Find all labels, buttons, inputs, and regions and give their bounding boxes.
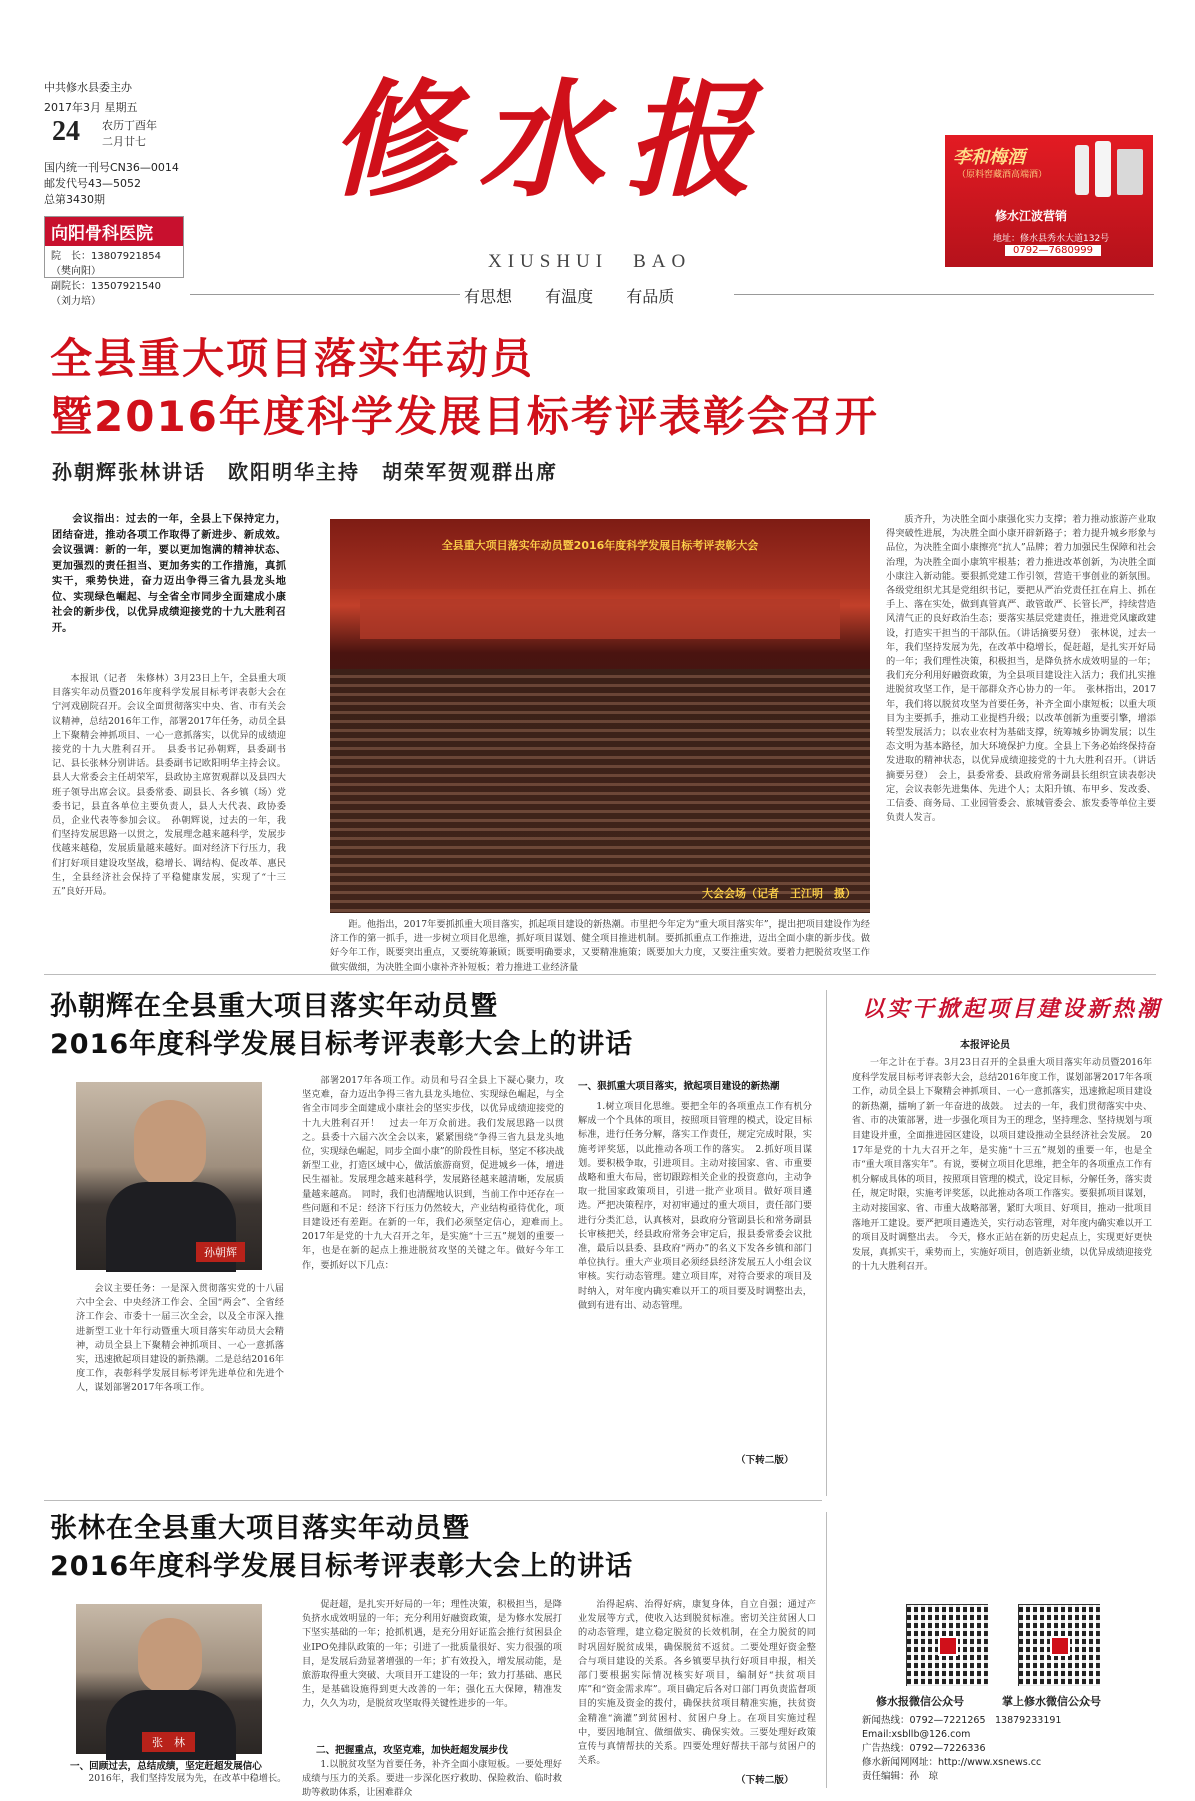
issn: 国内统一刊号CN36—0014 — [44, 161, 179, 174]
date-line: 2017年3月 星期五 — [44, 101, 138, 114]
website[interactable]: 修水新闻网网址：http://www.xsnews.cc — [862, 1757, 1042, 1768]
qr1-label: 修水报微信公众号 — [876, 1695, 964, 1708]
speech2-col2: 促赶超，是扎实开好局的一年；理性决策，积极担当，是降负挤水成效明显的一年；充分利用好融资政策，是为修水发展打下坚实基础的一年；抢抓机遇，是充分用好证监会推行贫困县企业IPO免排队政策的一年；引进了一批质量很好、实力很强的项目，是发展后劲显著增强的一年；扩有效投入，增发展动能，是旅游取得重大突破、大项目开工建设的一年；致力打基础、惠民生，是基础设施得到更大改善的一年；强化五大保障，精准发力，久久为功，是脱贫攻坚取得关键性进步的一年。 — [302, 1599, 562, 1710]
qr-logo-icon-2 — [1050, 1636, 1070, 1656]
postal-code: 邮发代号43—5052 — [44, 177, 141, 190]
nameplate: 孙朝辉 — [196, 1242, 245, 1262]
editor: 责任编辑：孙 琼 — [862, 1771, 939, 1782]
ad-sub: （原料窖藏酒高端酒） — [957, 170, 1048, 180]
ad-hotline: 广告热线：0792—7226336 — [862, 1743, 986, 1754]
speech2-headline-1: 张林在全县重大项目落实年动员暨 — [50, 1513, 470, 1544]
slogan-2: 有温度 — [545, 287, 594, 306]
speech2-continued: （下转二版） — [736, 1775, 794, 1786]
conference-photo — [330, 519, 870, 913]
lead-headline-2: 暨2016年度科学发展目标考评表彰会召开 — [50, 392, 879, 441]
qr2-label: 掌上修水微信公众号 — [1002, 1695, 1101, 1708]
lunar-date: 二月廿七 — [102, 135, 146, 148]
stage-backdrop — [330, 519, 870, 589]
qr-code-xiushuibao[interactable] — [906, 1604, 988, 1686]
bottle-icon — [1075, 145, 1089, 195]
qr-logo-icon — [938, 1636, 958, 1656]
face-shape-2 — [138, 1618, 202, 1694]
speech1-headline-1: 孙朝辉在全县重大项目落实年动员暨 — [50, 991, 498, 1022]
liquor-ad — [945, 135, 1153, 267]
sponsor: 中共修水县委主办 — [44, 81, 132, 94]
ad-brand: 李和梅酒 — [953, 147, 1025, 168]
speech2-section-head-2: 二、把握重点，攻坚克难，加快赶超发展步伐 — [316, 1745, 508, 1756]
speech1-continued: （下转二版） — [736, 1455, 794, 1466]
speaker-photo-sun — [76, 1082, 262, 1270]
qr-code-zhangshang[interactable] — [1018, 1604, 1100, 1686]
issue-number: 总第3430期 — [44, 193, 105, 206]
hospital-director: 院 长：13807921854（樊向阳） — [51, 251, 161, 277]
lunar-year: 农历丁酉年 — [102, 119, 157, 132]
lead-headline-1: 全县重大项目落实年动员 — [50, 334, 535, 383]
speaker-photo-zhang — [76, 1604, 262, 1754]
speech2-headline-2: 2016年度科学发展目标考评表彰大会上的讲话 — [50, 1551, 634, 1582]
speech2-col1: 2016年，我们坚持发展为先，在改革中稳增长。 — [88, 1773, 287, 1784]
section-divider-1 — [44, 974, 1156, 975]
ad-dealer: 修水江波营销 — [995, 209, 1068, 223]
masthead-logo: 修水报 — [330, 66, 774, 214]
lead-body-right: 质齐升，为决胜全面小康强化实力支撑；着力推动旅游产业取得突破性进展，为决胜全面小康开辟新路子；着力提升城乡形象与品位，为决胜全面小康擦亮“抗人”品牌；着力加强民生保障和社会治理，为决胜全面小康筑牢根基；着力推进改革创新，为决胜全面小康注入新动能。要狠抓党建工作引领，营造干事创业的新氛围。各级党组织尤其是党组织书记，要把从严治党责任扛在肩上、抓在手上、落在实处，做到真管真严、敢管敢严、长管长严，持续营造风清气正的良好政治生态；要落实基层党建责任，推进党风廉政建设，打造实干担当的干部队伍。（讲话摘要另登） 张林说，过去一年，我们坚持发展为先，在改革中稳增长，促赶超，是扎实开好局的一年；我们理性决策，积极担当，是降负挤水成效明显的一年；我们充分利用好融资政策，为全县项目建设注入活力；我们扎实推进脱贫攻坚工作，是干部群众齐心协力的一年。 张林指出，2017年，我们将以脱贫攻坚为首要任务，补齐全面小康短板；以重大项目为主要抓手，推动工业提档升级；以改革创新为重要引擎，增添转型发展活力；以农业农村为基础支撑，统筹城乡协调发展；以生态文明为基本路径，加大环境保护力度。全县上下务必始终保持奋发进取的精神状态，以优异成绩迎接党的十九大胜利召开。（讲话摘要另登） 会上，县委常委、县政府常务副县长组织宣读表彰决定，会议表彰先进集体、先进个人；太阳升镇、布甲乡、发改委、工信委、商务局、工业园管委会、旅城管委会、旅发委等单位主要负责人发言。 — [886, 514, 1156, 824]
bottle-icon-2 — [1095, 141, 1111, 197]
hospital-name: 向阳骨科医院 — [45, 217, 183, 246]
commentary-author: 本报评论员 — [960, 1040, 1010, 1051]
speech2-col2-tail: 1.以脱贫攻坚为首要任务，补齐全面小康短板。一要处理好成绩与压力的关系。要进一步深化医疗救助、保险救治、临时救助等救助体系，让困难群众 — [302, 1759, 562, 1799]
email[interactable]: Email:xsbllb@126.com — [862, 1729, 971, 1740]
hospital-ad — [44, 216, 184, 307]
lead-summary: 会议指出：过去的一年，全县上下保持定力，团结奋进，推动各项工作取得了新进步、新成效。会议强调：新的一年，要以更加饱满的精神状态、更加强烈的责任担当、更加务实的工作措施，真抓实干，乘势快进，奋力迈出争得三省九县龙头地位、实现绿色崛起、与全省全市同步全面建成小康社会的新步伐，以优异成绩迎接党的十九大胜利召开。 — [52, 513, 286, 634]
ad-phone: 0792—7680999 — [1005, 245, 1101, 256]
speech1-col1: 会议主要任务：一是深入贯彻落实党的十八届六中全会、中央经济工作会、全国“两会”、全省经济工作会、市委十一届三次全会，以及全市深入推进新型工业十年行动暨重大项目落实年动员大会精神，动员全县上下聚精会神抓项目、一心一意抓落实，迅速掀起项目建设的新热潮。二是总结2016年度工作，表彰科学发展目标考评先进单位和先进个人，谋划部署2017年各项工作。 — [76, 1283, 284, 1394]
news-hotline: 新闻热线：0792—7221265 13879233191 — [862, 1715, 1062, 1726]
speech1-col3: 1.树立项目化思维。要把全年的各项重点工作有机分解成一个个具体的项目，按照项目管理的模式，设定目标标准，进行任务分解，落实工作责任，规定完成时限，实施考评奖惩，以此推动各项工作的落实。 2.抓好项目谋划。要积极争取，引进项目。主动对接国家、省、市重要战略和重大布局，密切跟踪相关企业的投资意向，主动争取一批国家政策项目，引进一批产业项目。做好项目遴选。严把决策程序，对初审通过的重大项目，责任部门要进行分类汇总，认真核对，县政府分管副县长和常务副县长审核把关，经县政府常务会审定后，报县委常委会议批准，最后以县委、县政府“两办”的名义下发各乡镇和部门单位执行。重大产业项目必须经县经济发展五人小组会议审核。实行动态管理。建立项目库，对符合要求的项目及时纳入，对年度内确实难以开工的项目要及时调整出去，做到有进有出、动态管理。 — [578, 1101, 812, 1311]
commentary-divider — [826, 990, 827, 1496]
audience-seats — [330, 669, 870, 913]
speech1-col2: 部署2017年各项工作。动员和号召全县上下凝心聚力，攻坚克难，奋力迈出争得三省九县龙头地位、实现绿色崛起，与全省全市同步全面建成小康社会的坚实步伐，以优异成绩迎接党的十九大胜利召开！ 过去一年万众前进。我们发展思路一以贯之。县委十六届六次全会以来，紧紧围绕“争得三省九县龙头地位，实现绿色崛起，同步全面小康”的阶段性目标，坚定不移决战新型工业，打造区域中心，做活旅游商贸，促进城乡一体，增进民生福祉。发展理念越来越科学，发展路径越来越清晰，发展质量越来越高。 同时，我们也清醒地认识到，当前工作中还存在一些问题和不足：经济下行压力仍然较大，产业结构亟待优化，项目建设还有差距。在新的一年，我们必须坚定信心，迎难而上。 2017年是党的十九大召开之年，是实施“十三五”规划的重要一年，也是在新的起点上推进脱贫攻坚的关键之年。做好今年工作，要抓好以下几点： — [302, 1075, 574, 1271]
lead-body-left: 本报讯（记者 朱修林）3月23日上午，全县重大项目落实年动员暨2016年度科学发展目标考评表彰大会在宁河戏剧院召开。会议全面贯彻落实中央、省、市有关会议精神，总结2016年工作，部署2017年任务，动员全县上下聚精会神抓项目、一心一意抓落实，以优异的成绩迎接党的十九大胜利召开。 县委书记孙朝辉，县委副书记、县长张林分别讲话。县委副书记欧阳明华主持会议。县人大常委会主任胡荣军，县政协主席贺观群以及县四大班子领导出席会议。县委常委、副县长、各乡镇（场）党委书记，县直各单位主要负责人，县人大代表、政协委员，企业代表等参加会议。 孙朝辉说，过去的一年，我们坚持发展思路一以贯之，发展理念越来越科学，发展步伐越来越稳，发展质量越来越好。面对经济下行压力，我们打好项目建设攻坚战，稳增长、调结构、促改革、惠民生，全县经济社会保持了平稳健康发展，实现了“十三五”良好开局。 — [52, 673, 286, 898]
speech1-headline-2: 2016年度科学发展目标考评表彰大会上的讲话 — [50, 1029, 634, 1060]
footer-divider — [826, 1512, 827, 1788]
gift-box-icon — [1117, 149, 1143, 195]
face-shape — [134, 1100, 206, 1186]
slogans — [464, 284, 702, 307]
commentary-title: 以实干掀起项目建设新热潮 — [862, 996, 1163, 1022]
lead-subtitle: 孙朝辉张林讲话 欧阳明华主持 胡荣军贺观群出席 — [52, 460, 558, 484]
commentary-body: 一年之计在于春。3月23日召开的全县重大项目落实年动员暨2016年度科学发展目标考评表彰大会，总结2016年度工作，谋划部署2017年各项工作，动员全县上下聚精会神抓项目、一心一意抓落实，迅速掀起项目建设的新热潮，擂响了新一年奋进的战鼓。 过去的一年，我们贯彻落实中央、省、市的决策部署，进一步强化项目为王的理念，坚持理念、坚持规划与项目建设并重，全面推进园区建设，以项目建设推动全县经济社会发展。 2017年是党的十九大召开之年，是实施“十三五”规划的重要一年，也是全市“重大项目落实年”。有说，要树立项目化思维，把全年的各项重点工作有机分解成具体的项目，按照项目管理的模式，设定目标，分解任务，落实责任，规定时限，实施考评奖惩，以此推动各项工作落实。要狠抓项目谋划，主动对接国家、省、市重大战略部署，紧盯大项目、好项目，推动一批项目落地开工建设。要严把项目遴选关，实行动态管理，对年度内确实难以开工的项目及时调整出去。 今天，修水正站在新的历史起点上，实现更好更快发展，真抓实干，乘势而上，实施好项目，创造新业绩，以优异成绩迎接党的十九大胜利召开。 — [852, 1058, 1152, 1273]
speech1-section-head: 一、狠抓重大项目落实，掀起项目建设的新热潮 — [578, 1081, 780, 1092]
stage-platform — [360, 599, 840, 639]
hospital-deputy: 副院长：13507921540（刘力培） — [51, 281, 161, 307]
speech2-section-head-1: 一、回顾过去，总结成绩，坚定赶超发展信心 — [70, 1761, 262, 1772]
ad-address: 地址：修水县秀水大道132号 — [993, 234, 1110, 244]
slogan-1: 有思想 — [464, 287, 513, 306]
contact-block — [862, 1714, 1061, 1784]
slogan-3: 有品质 — [626, 287, 675, 306]
photo-caption: 大会会场（记者 王江明 摄） — [702, 887, 856, 900]
section-divider-2 — [44, 1500, 822, 1501]
slogan-rule-left — [190, 294, 460, 295]
speech2-col3: 治得起病、治得好病，康复身体，自立自强；通过产业发展等方式，使收入达到脱贫标准。密切关注贫困人口的动态管理，建立稳定脱贫的长效机制，在全力脱贫的同时巩固好脱贫成果，确保脱贫不返贫。二要处理好资金整合与项目建设的关系。各乡镇要早执行好项目申报，相关部门要根据实际情况核实好项目，编制好“扶贫项目库”和“资金需求库”。项目确定后各对口部门再负责监督项目的实施及资金的拨付，确保扶贫项目精准实施，扶贫资金精准“滴灌”到贫困村、贫困户身上。在项目实施过程中，要因地制宜、做细做实、确保实效。三要处理好政策宣传与真情帮扶的关系。四要处理好帮扶干部与贫困户的关系。 — [578, 1599, 816, 1767]
nameplate-2: 张 林 — [142, 1732, 195, 1752]
issue-day: 24 — [52, 116, 80, 147]
lead-body-mid: 距。他指出，2017年要抓抓重大项目落实，抓起项目建设的新热潮。市里把今年定为“重大项目落实年”，提出把项目建设作为经济工作的第一抓手，进一步树立项目化思维，抓好项目谋划、健全项目推进机制。要抓抓重点工作推进，迈出全面小康的新步伐。做好今年工作，既要突出重点，又要统筹兼顾；既要明确要求，又要精准施策；既要加大力度，又要注重实效。要着力把脱贫攻坚工作做实做细，为决胜全面小康补齐补短板；着力推进工业经济量 — [330, 919, 870, 973]
slogan-rule-right — [734, 294, 1154, 295]
stage-banner: 全县重大项目落实年动员暨2016年度科学发展目标考评表彰大会 — [441, 539, 759, 552]
masthead-pinyin: XIUSHUI BAO — [488, 251, 692, 272]
